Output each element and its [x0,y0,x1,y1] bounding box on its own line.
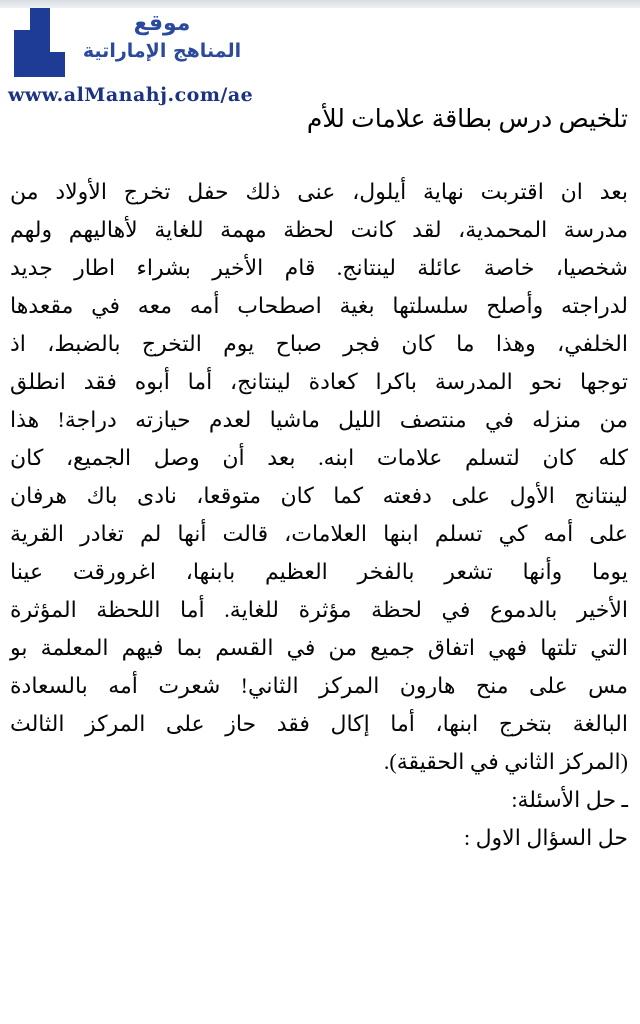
paragraph-line: من منزله في منتصف الليل ماشيا لعدم حيازته دراجة! هذا [10,407,628,432]
paragraph-line: توجها نحو المدرسة باكرا كعادة لينتانج، أما أبوه فقد انطلق [10,369,628,394]
paragraph-line: الخلفي، وهذا ما كان فجر صباح يوم التخرج بالضبط، اذ [10,331,628,356]
site-url: www.alManahj.com/ae [8,84,254,106]
lesson-summary [10,173,628,857]
logo-block-middle [14,30,50,77]
almanahj-logo-icon [12,6,68,82]
question-1-heading: حل السؤال الاول : [463,825,628,850]
paragraph-line: يوما وأنها تشعر بالفخر العظيم بابنها، اغرورقت عينا [10,559,628,584]
page-title: تلخيص درس بطاقة علامات للأم [306,106,628,133]
answers-heading: ـ حل الأسئلة: [511,787,628,812]
logo-title: موقع [133,11,191,36]
site-logo-text [82,10,242,64]
paragraph-line: لينتانج الأول على دفعته كما كان متوقعا، نادى باك هرفان [10,483,628,508]
paragraph-line: مدرسة المحمدية، لقد كانت لحظة مهمة للغاية لأهاليهم ولهم [10,217,628,242]
logo-block-bottom [50,52,65,77]
paragraph-line: على أمه كي تسلم ابنها العلامات، قالت أنها لم تغادر القرية [10,521,628,546]
paragraph-closing-line: (المركز الثاني في الحقيقة). [383,749,628,774]
paragraph-line: مس على منح هارون المركز الثاني! شعرت أمه بالسعادة [10,673,628,698]
paragraph-line: شخصيا، خاصة عائلة لينتانج. قام الأخير بشراء اطار جديد [10,255,628,280]
paragraph-line: التي تلتها فهي اتفاق جميع من في القسم بما فيهم المعلمة بو [10,635,628,660]
paragraph-line: كله كان لتسلم علامات ابنه. بعد أن وصل الجميع، كان [10,445,628,470]
paragraph-line: لدراجته وأصلح سلسلتها بغية اصطحاب أمه معه في مقعدها [10,293,628,318]
logo-subtitle: المناهج الإماراتية [82,40,242,62]
paragraph-line: البالغة بتخرج ابنها، أما إكال فقد حاز على المركز الثالث [10,711,628,736]
paragraph-line: بعد ان اقتربت نهاية أيلول، عنى ذلك حفل تخرج الأولاد من [10,179,628,204]
top-divider [0,0,640,8]
paragraph-line: الأخير بالدموع في لحظة مؤثرة للغاية. أما اللحظة المؤثرة [10,597,628,622]
